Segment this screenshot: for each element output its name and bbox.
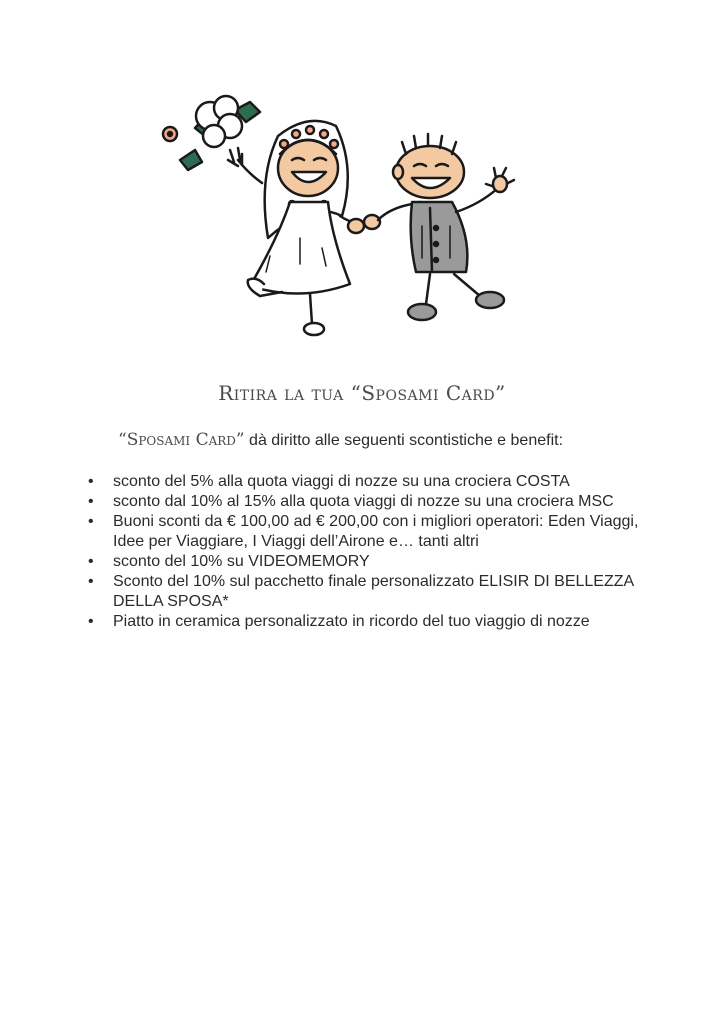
bride-and-groom-icon [150, 88, 550, 343]
page-title: Ritira la tua “Sposami Card” [218, 381, 506, 405]
bullet-icon: • [88, 493, 94, 510]
list-item [88, 492, 658, 512]
benefit-text: Buoni sconti da € 100,00 ad € 200,00 con i migliori operatori: Eden Viaggi, Idee per Viaggiare, I Viaggi dell’Airone e… tanti altri [113, 513, 639, 550]
benefit-text: sconto dal 10% al 15% alla quota viaggi di nozze su una crociera MSC [113, 493, 614, 510]
intro-paragraph [118, 430, 678, 450]
benefit-text: Sconto del 10% sul pacchetto finale personalizzato ELISIR DI BELLEZZA DELLA SPOSA* [113, 573, 634, 610]
benefit-text: sconto del 10% su VIDEOMEMORY [113, 553, 370, 570]
list-item [88, 472, 658, 492]
bouquet-icon [163, 96, 260, 170]
list-item [88, 572, 658, 612]
intro-text: dà diritto alle seguenti scontistiche e benefit: [244, 432, 564, 449]
bullet-icon: • [88, 553, 94, 570]
bullet-icon: • [88, 573, 94, 590]
benefit-text: sconto del 5% alla quota viaggi di nozze su una crociera COSTA [113, 473, 570, 490]
list-item [88, 612, 658, 632]
bullet-icon: • [88, 513, 94, 530]
bullet-icon: • [88, 473, 94, 490]
bullet-icon: • [88, 613, 94, 630]
benefit-text: Piatto in ceramica personalizzato in ricordo del tuo viaggio di nozze [113, 613, 590, 630]
list-item [88, 512, 658, 552]
benefits-list [88, 472, 658, 632]
list-item [88, 552, 658, 572]
card-brand-name: “Sposami Card” [118, 430, 245, 450]
